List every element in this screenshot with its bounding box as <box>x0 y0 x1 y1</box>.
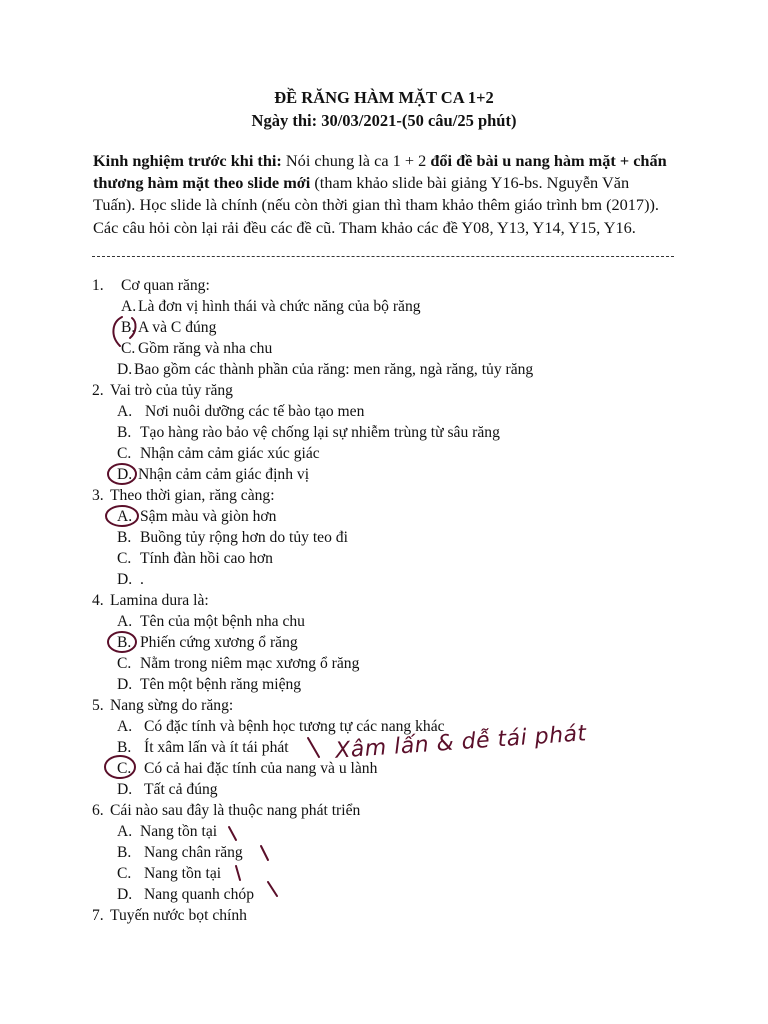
question-text: Theo thời gian, răng càng: <box>110 487 275 504</box>
option-letter: C. <box>121 340 136 357</box>
question-number: 7. <box>92 907 104 924</box>
tick-mark <box>229 827 236 840</box>
question-text: Vai trò của tủy răng <box>110 382 233 399</box>
option-letter: B. <box>117 739 132 756</box>
option-letter: B. <box>117 844 132 861</box>
option-text: Nhận cảm cảm giác định vị <box>138 466 310 483</box>
intro-paragraph <box>93 150 673 239</box>
option-letter: D. <box>117 571 133 588</box>
option-text: Phiến cứng xương ổ răng <box>140 634 298 651</box>
question-number: 1. <box>92 277 104 294</box>
dashed-divider <box>92 256 674 257</box>
option-letter: D. <box>117 676 133 693</box>
option-text: Tên một bệnh răng miệng <box>140 676 302 693</box>
question-text: Nang sừng do răng: <box>110 697 234 714</box>
tick-mark <box>261 846 268 860</box>
question-text: Cái nào sau đây là thuộc nang phát triển <box>110 802 361 819</box>
question-number: 5. <box>92 697 104 714</box>
option-letter: C. <box>117 760 132 777</box>
intro-bold-1: đổi đề bài u nang hàm mặt + chấn thương hàm mặt theo slide mới <box>93 151 667 193</box>
option-letter: C. <box>117 445 132 462</box>
option-letter: D. <box>117 886 133 903</box>
question-text: Lamina dura là: <box>110 592 209 609</box>
intro-text-2: (tham khảo slide bài giảng Y16-bs. Nguyễn Văn Tuấn). Học slide là chính (nếu còn thời gian thì tham khảo thêm giáo trình bm (2017)). Các câu hỏi còn lại rải đều các đề cũ. Tham khảo các đề Y08, Y13, Y14, Y15, Y16. <box>93 173 659 237</box>
option-text: A và C đúng <box>138 319 217 336</box>
option-letter: A. <box>117 718 133 735</box>
option-text: Buồng tủy rộng hơn do tủy teo đi <box>140 529 348 546</box>
option-letter: D. <box>117 361 133 378</box>
option-letter: A. <box>117 403 133 420</box>
option-text: Bao gồm các thành phần của răng: men răng, ngà răng, tủy răng <box>134 361 534 378</box>
option-text: Là đơn vị hình thái và chức năng của bộ răng <box>138 298 421 315</box>
option-letter: A. <box>121 298 137 315</box>
option-text: Nhận cảm cảm giác xúc giác <box>140 445 320 462</box>
option-text: Tên của một bệnh nha chu <box>140 613 305 630</box>
question-number: 6. <box>92 802 104 819</box>
option-letter: B. <box>117 634 132 651</box>
option-text: Tất cả đúng <box>144 781 218 798</box>
document-title: ĐỀ RĂNG HÀM MẶT CA 1+2 <box>274 88 494 107</box>
option-text: Nang quanh chóp <box>144 886 254 903</box>
option-text: Nơi nuôi dưỡng các tế bào tạo men <box>145 403 365 420</box>
option-letter: C. <box>117 865 132 882</box>
option-text: Có đặc tính và bệnh học tương tự các nang khác <box>144 718 445 735</box>
option-letter: A. <box>117 823 133 840</box>
option-letter: D. <box>117 781 133 798</box>
intro-text-1: Nói chung là ca 1 + 2 <box>281 151 431 170</box>
option-text: Ít xâm lấn và ít tái phát <box>144 739 289 756</box>
option-letter: D. <box>117 466 133 483</box>
option-text: . <box>140 571 144 588</box>
question-number: 4. <box>92 592 104 609</box>
intro-label: Kinh nghiệm trước khi thi: <box>93 151 282 170</box>
option-text: Có cả hai đặc tính của nang và u lành <box>144 760 378 777</box>
question-number: 3. <box>92 487 104 504</box>
option-text: Gồm răng và nha chu <box>138 340 273 357</box>
option-letter: A. <box>117 508 133 525</box>
option-text: Tạo hàng rào bảo vệ chống lại sự nhiễm trùng từ sâu răng <box>140 424 500 441</box>
handwritten-note: Xâm lấn & dễ tái phát <box>334 721 588 764</box>
question-text: Tuyến nước bọt chính <box>110 907 247 924</box>
option-text: Tính đàn hồi cao hơn <box>140 550 273 567</box>
tick-mark <box>236 866 240 880</box>
tick-mark <box>268 882 277 896</box>
option-text: Nang tồn tại <box>140 823 218 840</box>
option-letter: C. <box>117 550 132 567</box>
option-letter: B. <box>117 424 132 441</box>
option-letter: A. <box>117 613 133 630</box>
option-letter: B. <box>117 529 132 546</box>
tick-mark <box>308 738 319 757</box>
question-number: 2. <box>92 382 104 399</box>
option-text: Nang chân răng <box>144 844 243 861</box>
question-text: Cơ quan răng: <box>121 277 210 294</box>
exam-date: Ngày thi: 30/03/2021-(50 câu/25 phút) <box>251 111 517 130</box>
option-text: Sậm màu và giòn hơn <box>140 508 277 525</box>
option-text: Nang tồn tại <box>144 865 222 882</box>
option-letter: C. <box>117 655 132 672</box>
option-letter: B. <box>121 319 136 336</box>
option-text: Nằm trong niêm mạc xương ổ răng <box>140 655 360 672</box>
